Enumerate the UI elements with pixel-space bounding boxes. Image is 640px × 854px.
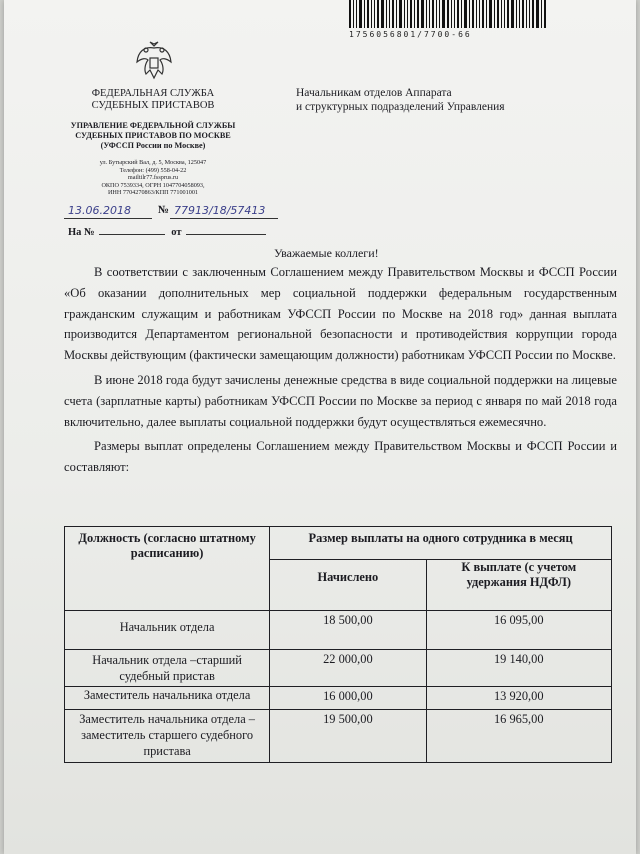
barcode-bar [522, 0, 524, 28]
barcode-bar [364, 0, 365, 28]
row-position: Начальник отдела –старший судебный пристав [65, 650, 270, 687]
document-page [4, 0, 636, 854]
registration-date: 13.06.2018 [68, 204, 131, 217]
barcode-bar [479, 0, 480, 28]
barcode-bar [404, 0, 405, 28]
barcode-bar [359, 0, 362, 28]
barcode-bar [544, 0, 546, 28]
row-payout: 16 965,00 [426, 710, 611, 763]
barcode-bar [421, 0, 424, 28]
row-accrued: 22 000,00 [270, 650, 426, 687]
greeting: Уважаемые коллеги! [274, 246, 379, 260]
barcode-bar [374, 0, 375, 28]
barcode-bar [516, 0, 517, 28]
barcode-bar [429, 0, 430, 28]
barcode-bar [399, 0, 402, 28]
barcode-bar [494, 0, 495, 28]
barcode-bars [349, 0, 599, 28]
barcode-bar [497, 0, 499, 28]
reference-label: На № [68, 227, 95, 238]
recipient-line-1: Начальникам отделов Аппарата [296, 87, 452, 99]
header-payout: К выплате (с учетом удержания НДФЛ) [426, 560, 611, 611]
barcode-bar [529, 0, 530, 28]
barcode-bar [436, 0, 437, 28]
barcode-bar [447, 0, 449, 28]
table-row [65, 687, 612, 710]
sender-block [62, 88, 244, 197]
barcode-bar [536, 0, 539, 28]
barcode-bar [432, 0, 434, 28]
row-accrued: 16 000,00 [270, 687, 426, 710]
row-position: Заместитель начальника отдела [65, 687, 270, 710]
barcode-bar [371, 0, 372, 28]
sender-email: mailtilr77.fssprus.ru [127, 174, 179, 182]
barcode-bar [426, 0, 427, 28]
barcode-bar [367, 0, 369, 28]
paragraph-3: Размеры выплат определены Соглашением между Правительством Москвы и ФССП России и составляют: [64, 439, 617, 475]
recipient-block [296, 86, 556, 114]
row-accrued: 19 500,00 [270, 710, 426, 763]
barcode-bar [439, 0, 440, 28]
sender-phone: Телефон: (499) 558-04-22 [119, 166, 187, 174]
barcode-bar [464, 0, 467, 28]
reference-date-blank [186, 234, 266, 235]
barcode-bar [392, 0, 394, 28]
barcode-bar [507, 0, 509, 28]
barcode-bar [356, 0, 357, 28]
department-name [62, 121, 244, 151]
row-position: Начальник отдела [65, 611, 270, 650]
reference-blank [99, 234, 165, 235]
row-payout: 16 095,00 [426, 611, 611, 650]
service-name: ФЕДЕРАЛЬНАЯ СЛУЖБА СУДЕБНЫХ ПРИСТАВОВ [91, 88, 215, 111]
barcode-bar [454, 0, 455, 28]
payment-table [64, 526, 612, 763]
number-label: № [158, 204, 170, 216]
date-underline [64, 218, 152, 219]
barcode-bar [417, 0, 419, 28]
table-row [65, 710, 612, 763]
barcode-bar [377, 0, 379, 28]
header-accrued: Начислено [270, 560, 426, 611]
header-amount-group: Размер выплаты на одного сотрудника в месяц [270, 527, 612, 560]
barcode-bar [396, 0, 397, 28]
barcode-bar [442, 0, 445, 28]
barcode-bar [410, 0, 412, 28]
barcode-bar [457, 0, 459, 28]
barcode-bar [389, 0, 390, 28]
barcode-bar [486, 0, 487, 28]
header-position: Должность (согласно штатному расписанию) [65, 527, 270, 611]
barcode-bar [504, 0, 505, 28]
barcode-bar [349, 0, 351, 28]
paragraph-1: В соответствии с заключенным Соглашением между Правительством Москвы и ФССП России «Об оказании дополнительных мер социальной поддержки федеральным государственным гражданским служащим и работникам УФССП России по Москве на 2018 год» данная выплата производится Департаментом региональной безопасности и противодействия коррупции города Москвы действующим (фактически замещающим должности) работникам УФССП России по Москве. [64, 265, 617, 363]
barcode-bar [501, 0, 502, 28]
barcode-bar [476, 0, 477, 28]
registration-number: 77913/18/57413 [174, 204, 266, 217]
barcode-bar [407, 0, 408, 28]
barcode [349, 0, 599, 40]
letter-body [64, 262, 617, 478]
barcode-bar [489, 0, 492, 28]
sender-okpo: ОКПО 7539334, ОГРН 1047704058093, [101, 181, 205, 189]
barcode-bar [519, 0, 520, 28]
department-full: УПРАВЛЕНИЕ ФЕДЕРАЛЬНОЙ СЛУЖБЫ СУДЕБНЫХ ПРИСТАВОВ ПО МОСКВЕ [70, 121, 236, 140]
table-row [65, 650, 612, 687]
reference-line [68, 227, 270, 238]
table-row [65, 611, 612, 650]
barcode-bar [482, 0, 484, 28]
barcode-number: 1756056801/7700-66 [349, 30, 472, 39]
reference-from-label: от [171, 227, 182, 238]
barcode-bar [511, 0, 514, 28]
sender-address: ул. Бутырский Вал, д. 5, Москва, 125047 [99, 159, 207, 166]
barcode-bar [541, 0, 542, 28]
barcode-bar [469, 0, 470, 28]
number-underline [170, 218, 278, 219]
sender-contacts [62, 159, 244, 197]
barcode-bar [386, 0, 387, 28]
barcode-bar [414, 0, 415, 28]
barcode-bar [472, 0, 474, 28]
row-payout: 13 920,00 [426, 687, 611, 710]
barcode-bar [526, 0, 527, 28]
barcode-bar [461, 0, 462, 28]
barcode-bar [353, 0, 354, 28]
row-payout: 19 140,00 [426, 650, 611, 687]
department-short: (УФССП России по Москве) [100, 141, 206, 150]
row-accrued: 18 500,00 [270, 611, 426, 650]
paragraph-2: В июне 2018 года будут зачислены денежные средства в виде социальной поддержки на лицевые счета (зарплатные карты) работникам УФССП России по Москве за период с января по май 2018 года включительно, далее выплаты социальной поддержки будут осуществляться ежемесячно. [64, 372, 617, 429]
barcode-bar [381, 0, 384, 28]
barcode-bar [532, 0, 534, 28]
sender-inn: ИНН 7704270863/КПП 771001001 [107, 189, 199, 197]
barcode-bar [451, 0, 452, 28]
recipient-line-2: и структурных подразделений Управления [296, 101, 505, 113]
russian-coat-of-arms-icon [134, 40, 174, 84]
row-position: Заместитель начальника отдела – заместитель старшего судебного пристава [65, 710, 270, 763]
